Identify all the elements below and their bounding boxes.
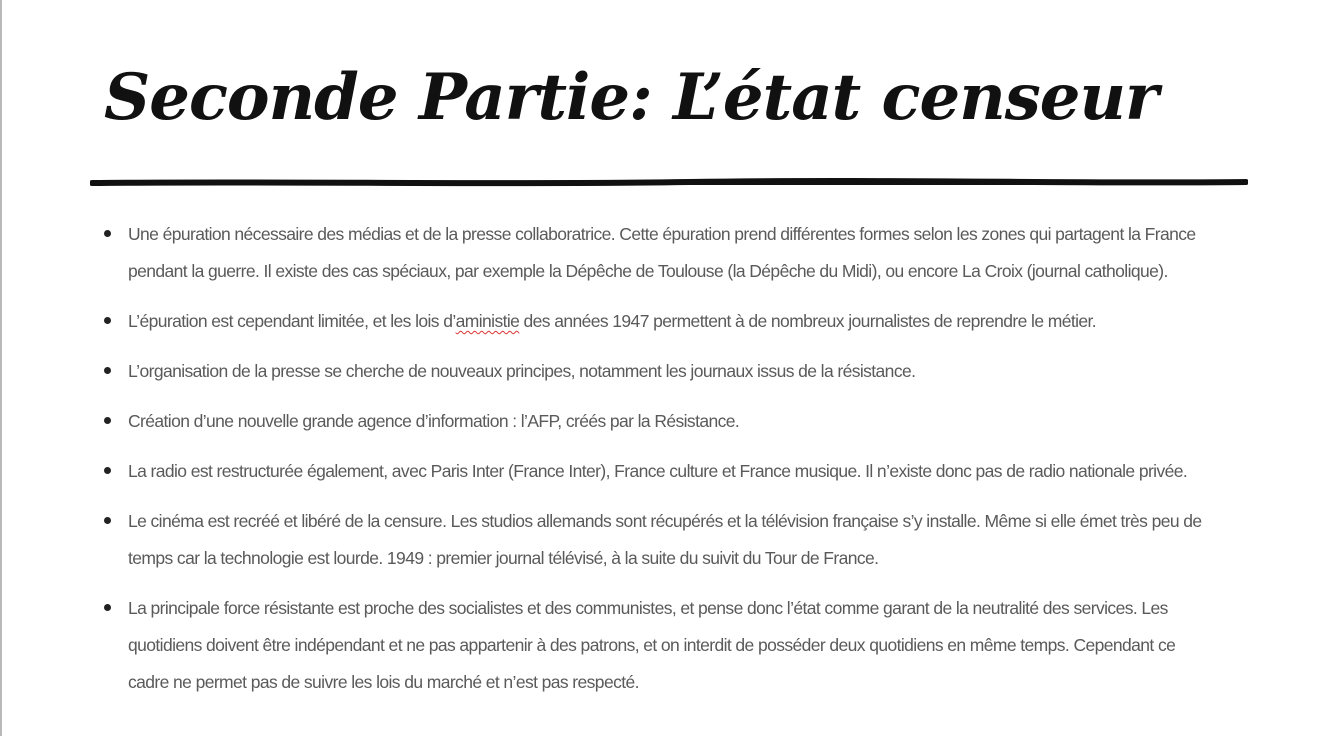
bullet-text <box>128 303 1210 340</box>
bullet-text: La principale force résistante est proche des socialistes et des communistes, et pense donc l’état comme garant de la neutralité des services. Les quotidiens doivent être indépendant et ne pas appartenir à des patrons, et on interdit de posséder deux quotidiens en même temps. Cependant ce cadre ne permet pas de suivre les lois du marché et n’est pas respecté. <box>128 598 1176 692</box>
bullet-dot <box>104 230 111 237</box>
bullet-dot <box>104 467 111 474</box>
bullet-text: Le cinéma est recréé et libéré de la censure. Les studios allemands sont récupérés et la télévision française s’y installe. Même si elle émet très peu de temps car la technologie est lourde. 1949 : premier journal télévisé, à la suite du suivit du Tour de France. <box>128 511 1202 568</box>
bullet-item-afp[interactable] <box>100 403 1210 440</box>
bullet-dot <box>104 417 111 424</box>
bullet-text-before: L’épuration est cependant limitée, et les lois d’ <box>128 311 456 331</box>
bullet-item-force-resistante[interactable] <box>100 590 1210 701</box>
bullet-item-cinema[interactable] <box>100 503 1210 577</box>
bullet-item-epuration-medias[interactable] <box>100 216 1210 290</box>
bullet-dot <box>104 604 111 611</box>
bullet-text-after: des années 1947 permettent à de nombreux journalistes de reprendre le métier. <box>519 311 1097 331</box>
bullet-text: Création d’une nouvelle grande agence d’information : l’AFP, créés par la Résistance. <box>128 411 740 431</box>
title-underline-rule <box>90 176 1248 190</box>
bullet-dot <box>104 367 111 374</box>
bullet-text: Une épuration nécessaire des médias et de la presse collaboratrice. Cette épuration prend différentes formes selon les zones qui partagent la France pendant la guerre. Il existe des cas spéciaux, par exemple la Dépêche de Toulouse (la Dépêche du Midi), ou encore La Croix (journal catholique). <box>128 224 1196 281</box>
bullet-list[interactable] <box>100 216 1210 714</box>
slide-left-border <box>0 0 2 736</box>
slide-title[interactable]: Seconde Partie: L’état censeur <box>104 60 1158 135</box>
bullet-item-radio[interactable] <box>100 453 1210 490</box>
bullet-text: L’organisation de la presse se cherche de nouveaux principes, notamment les journaux issus de la résistance. <box>128 361 916 381</box>
bullet-item-epuration-limitee[interactable] <box>100 303 1210 340</box>
misspelled-word[interactable]: aministie <box>455 311 520 331</box>
bullet-dot <box>104 517 111 524</box>
bullet-text: La radio est restructurée également, avec Paris Inter (France Inter), France culture et France musique. Il n’existe donc pas de radio nationale privée. <box>128 461 1188 481</box>
bullet-item-organisation-presse[interactable] <box>100 353 1210 390</box>
bullet-dot <box>104 317 111 324</box>
